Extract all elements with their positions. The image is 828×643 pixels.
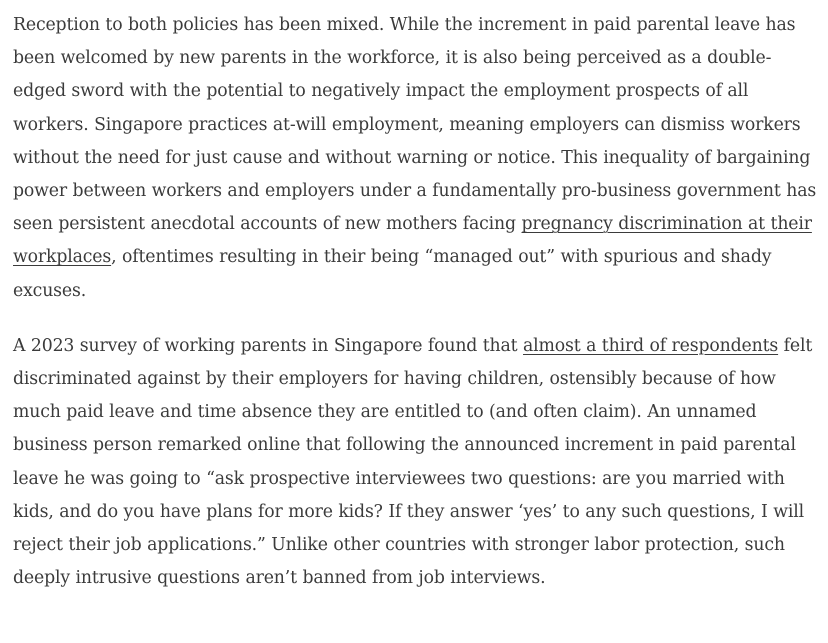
article-body — [13, 9, 821, 595]
paragraph-text: A 2023 survey of working parents in Singapore found that — [13, 335, 524, 356]
pregnancy-discrimination-link[interactable]: pregnancy discrimination at their workplaces — [13, 214, 812, 268]
paragraph-text: , oftentimes resulting in their being “managed out” with spurious and shady excuses. — [13, 247, 772, 301]
paragraph-text: Reception to both policies has been mixed. While the increment in paid parental leave has been welcomed by new parents in the workforce, it is also being perceived as a double-edged sword with the potential to negatively impact the employment prospects of all workers. Singapore practices at-will employment, meaning employers can dismiss workers without the need for just cause and without warning or notice. This inequality of bargaining power between workers and employers under a fundamentally pro-business government has seen persistent anecdotal accounts of new mothers facing — [13, 15, 817, 235]
paragraph-survey — [13, 330, 821, 596]
survey-respondents-link[interactable]: almost a third of respondents — [523, 335, 779, 356]
paragraph-text: felt discriminated against by their employers for having children, ostensibly because of how much paid leave and time absence they are entitled to (and often claim). An unnamed business person remarked online that following the announced increment in paid parental leave he was going to “ask prospective interviewees two questions: are you married with kids, and do you have plans for more kids? If they answer ‘yes’ to any such questions, I will reject their job applications.” Unlike other countries with stronger labor protection, such deeply intrusive questions aren’t banned from job interviews. — [13, 335, 813, 589]
paragraph-reception — [13, 9, 821, 308]
